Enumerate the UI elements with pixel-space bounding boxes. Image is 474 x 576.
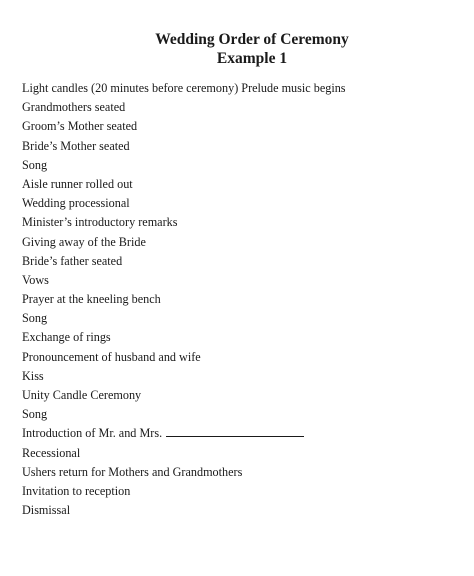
list-item-text: Exchange of rings [22,330,111,345]
list-item [22,424,346,443]
list-item [22,271,346,290]
list-item-text: Invitation to reception [22,483,131,498]
list-item [22,290,346,309]
list-item [22,367,346,386]
list-item-text: Wedding processional [22,196,130,211]
list-item-text: Pronouncement of husband and wife [22,349,201,364]
list-item-text: Ushers return for Mothers and Grandmothers [22,464,243,479]
list-item [22,213,346,232]
list-item [22,175,346,194]
list-item [22,501,346,520]
list-item [22,252,346,271]
list-item [22,98,346,117]
list-item [22,194,346,213]
list-item-text: Bride’s father seated [22,253,123,268]
name-blank-line [166,427,304,437]
list-item-text: Song [22,157,48,172]
list-item [22,444,346,463]
list-item-text: Recessional [22,445,81,460]
list-item-text: Giving away of the Bride [22,234,146,249]
list-item-text: Minister’s introductory remarks [22,215,178,230]
list-item-text: Light candles (20 minutes before ceremony) Prelude music begins [22,81,346,95]
list-item [22,482,346,501]
title-block [0,30,474,68]
list-item [22,156,346,175]
list-item [22,386,346,405]
list-item-text: Vows [22,272,49,287]
list-item [22,137,346,156]
list-item [22,348,346,367]
list-item [22,117,346,136]
ceremony-order-list [22,79,346,520]
list-item-text: Grandmothers seated [22,100,126,115]
document-title: Wedding Order of Ceremony [155,31,349,48]
list-item [22,309,346,328]
list-item-text: Dismissal [22,503,71,518]
list-item-text: Bride’s Mother seated [22,138,130,153]
document-subtitle: Example 1 [216,50,288,67]
list-item-text: Prayer at the kneeling bench [22,292,161,307]
list-item [22,405,346,424]
list-item [22,79,346,98]
list-item [22,328,346,347]
list-item-text: Aisle runner rolled out [22,176,133,191]
list-item-text: Unity Candle Ceremony [22,388,142,402]
list-item-text: Groom’s Mother seated [22,119,138,134]
list-item [22,463,346,482]
list-item-text: Song [22,407,48,422]
list-item-text: Kiss [22,368,44,383]
list-item-text: Song [22,311,48,326]
list-item-text: Introduction of Mr. and Mrs. [22,426,163,441]
list-item [22,233,346,252]
